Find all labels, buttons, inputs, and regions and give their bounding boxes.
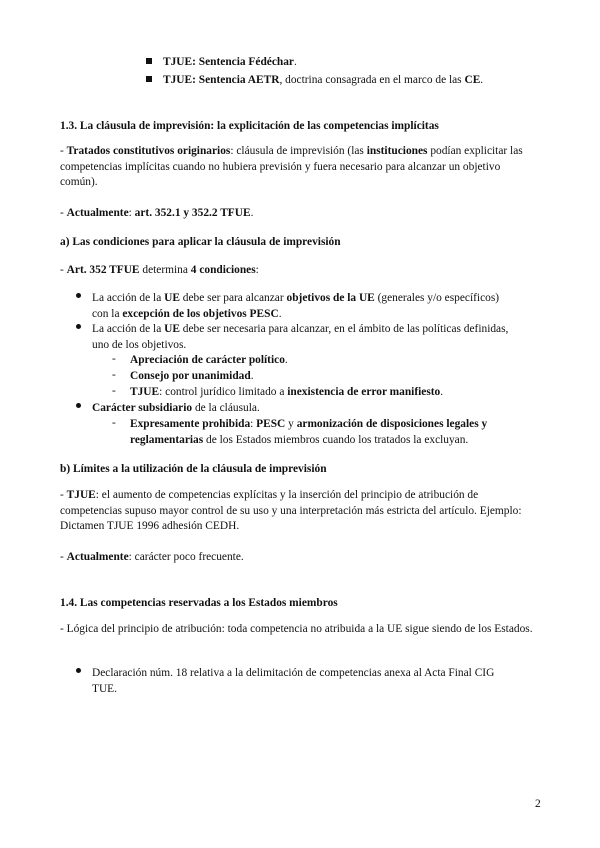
paragraph-actualmente-frecuente: - Actualmente: carácter poco frecuente. (60, 551, 244, 563)
bullet-icon (76, 324, 81, 329)
page-number: 2 (535, 798, 541, 810)
square-bullet-icon (146, 76, 152, 82)
paragraph-logica-atribucion: - Lógica del principio de atribución: toda competencia no atribuida a la UE sigue siendo de los Estados. (60, 623, 533, 635)
top-bullet-2: TJUE: Sentencia AETR, doctrina consagrada en el marco de las CE. (146, 73, 483, 87)
bullet-icon (76, 668, 81, 673)
paragraph-tjue-limites: - TJUE: el aumento de competencias explícitas y la inserción del principio de atribución de competencias supuso mayor control de su uso y una interpretación más estricta del artículo. Ejemplo: Dictamen TJUE 1996 adhesión CEDH. (60, 489, 522, 532)
paragraph-actualmente-art352: - Actualmente: art. 352.1 y 352.2 TFUE. (60, 207, 254, 219)
bullet-icon (76, 293, 81, 298)
bullet-icon (76, 403, 81, 408)
paragraph-art352-condiciones: - Art. 352 TFUE determina 4 condiciones: (60, 264, 259, 276)
top-bullet-1: TJUE: Sentencia Fédéchar. (146, 55, 297, 69)
square-bullet-icon (146, 58, 152, 64)
dash-marker: - (112, 417, 116, 429)
heading-1-4: 1.4. Las competencias reservadas a los Estados miembros (60, 597, 338, 609)
dash-marker: - (112, 385, 116, 397)
heading-1-3: 1.3. La cláusula de imprevisión: la explicitación de las competencias implícitas (60, 120, 439, 132)
heading-a-condiciones: a) Las condiciones para aplicar la cláusula de imprevisión (60, 236, 341, 248)
dash-marker: - (112, 353, 116, 365)
dash-marker: - (112, 369, 116, 381)
paragraph-tratados: - Tratados constitutivos originarios: cláusula de imprevisión (las instituciones podían explicitar las competencias implícitas cuando no hubiera previsión y fuera necesario para alcanzar un objetivo común). (60, 145, 523, 188)
heading-b-limites: b) Límites a la utilización de la cláusula de imprevisión (60, 463, 327, 475)
